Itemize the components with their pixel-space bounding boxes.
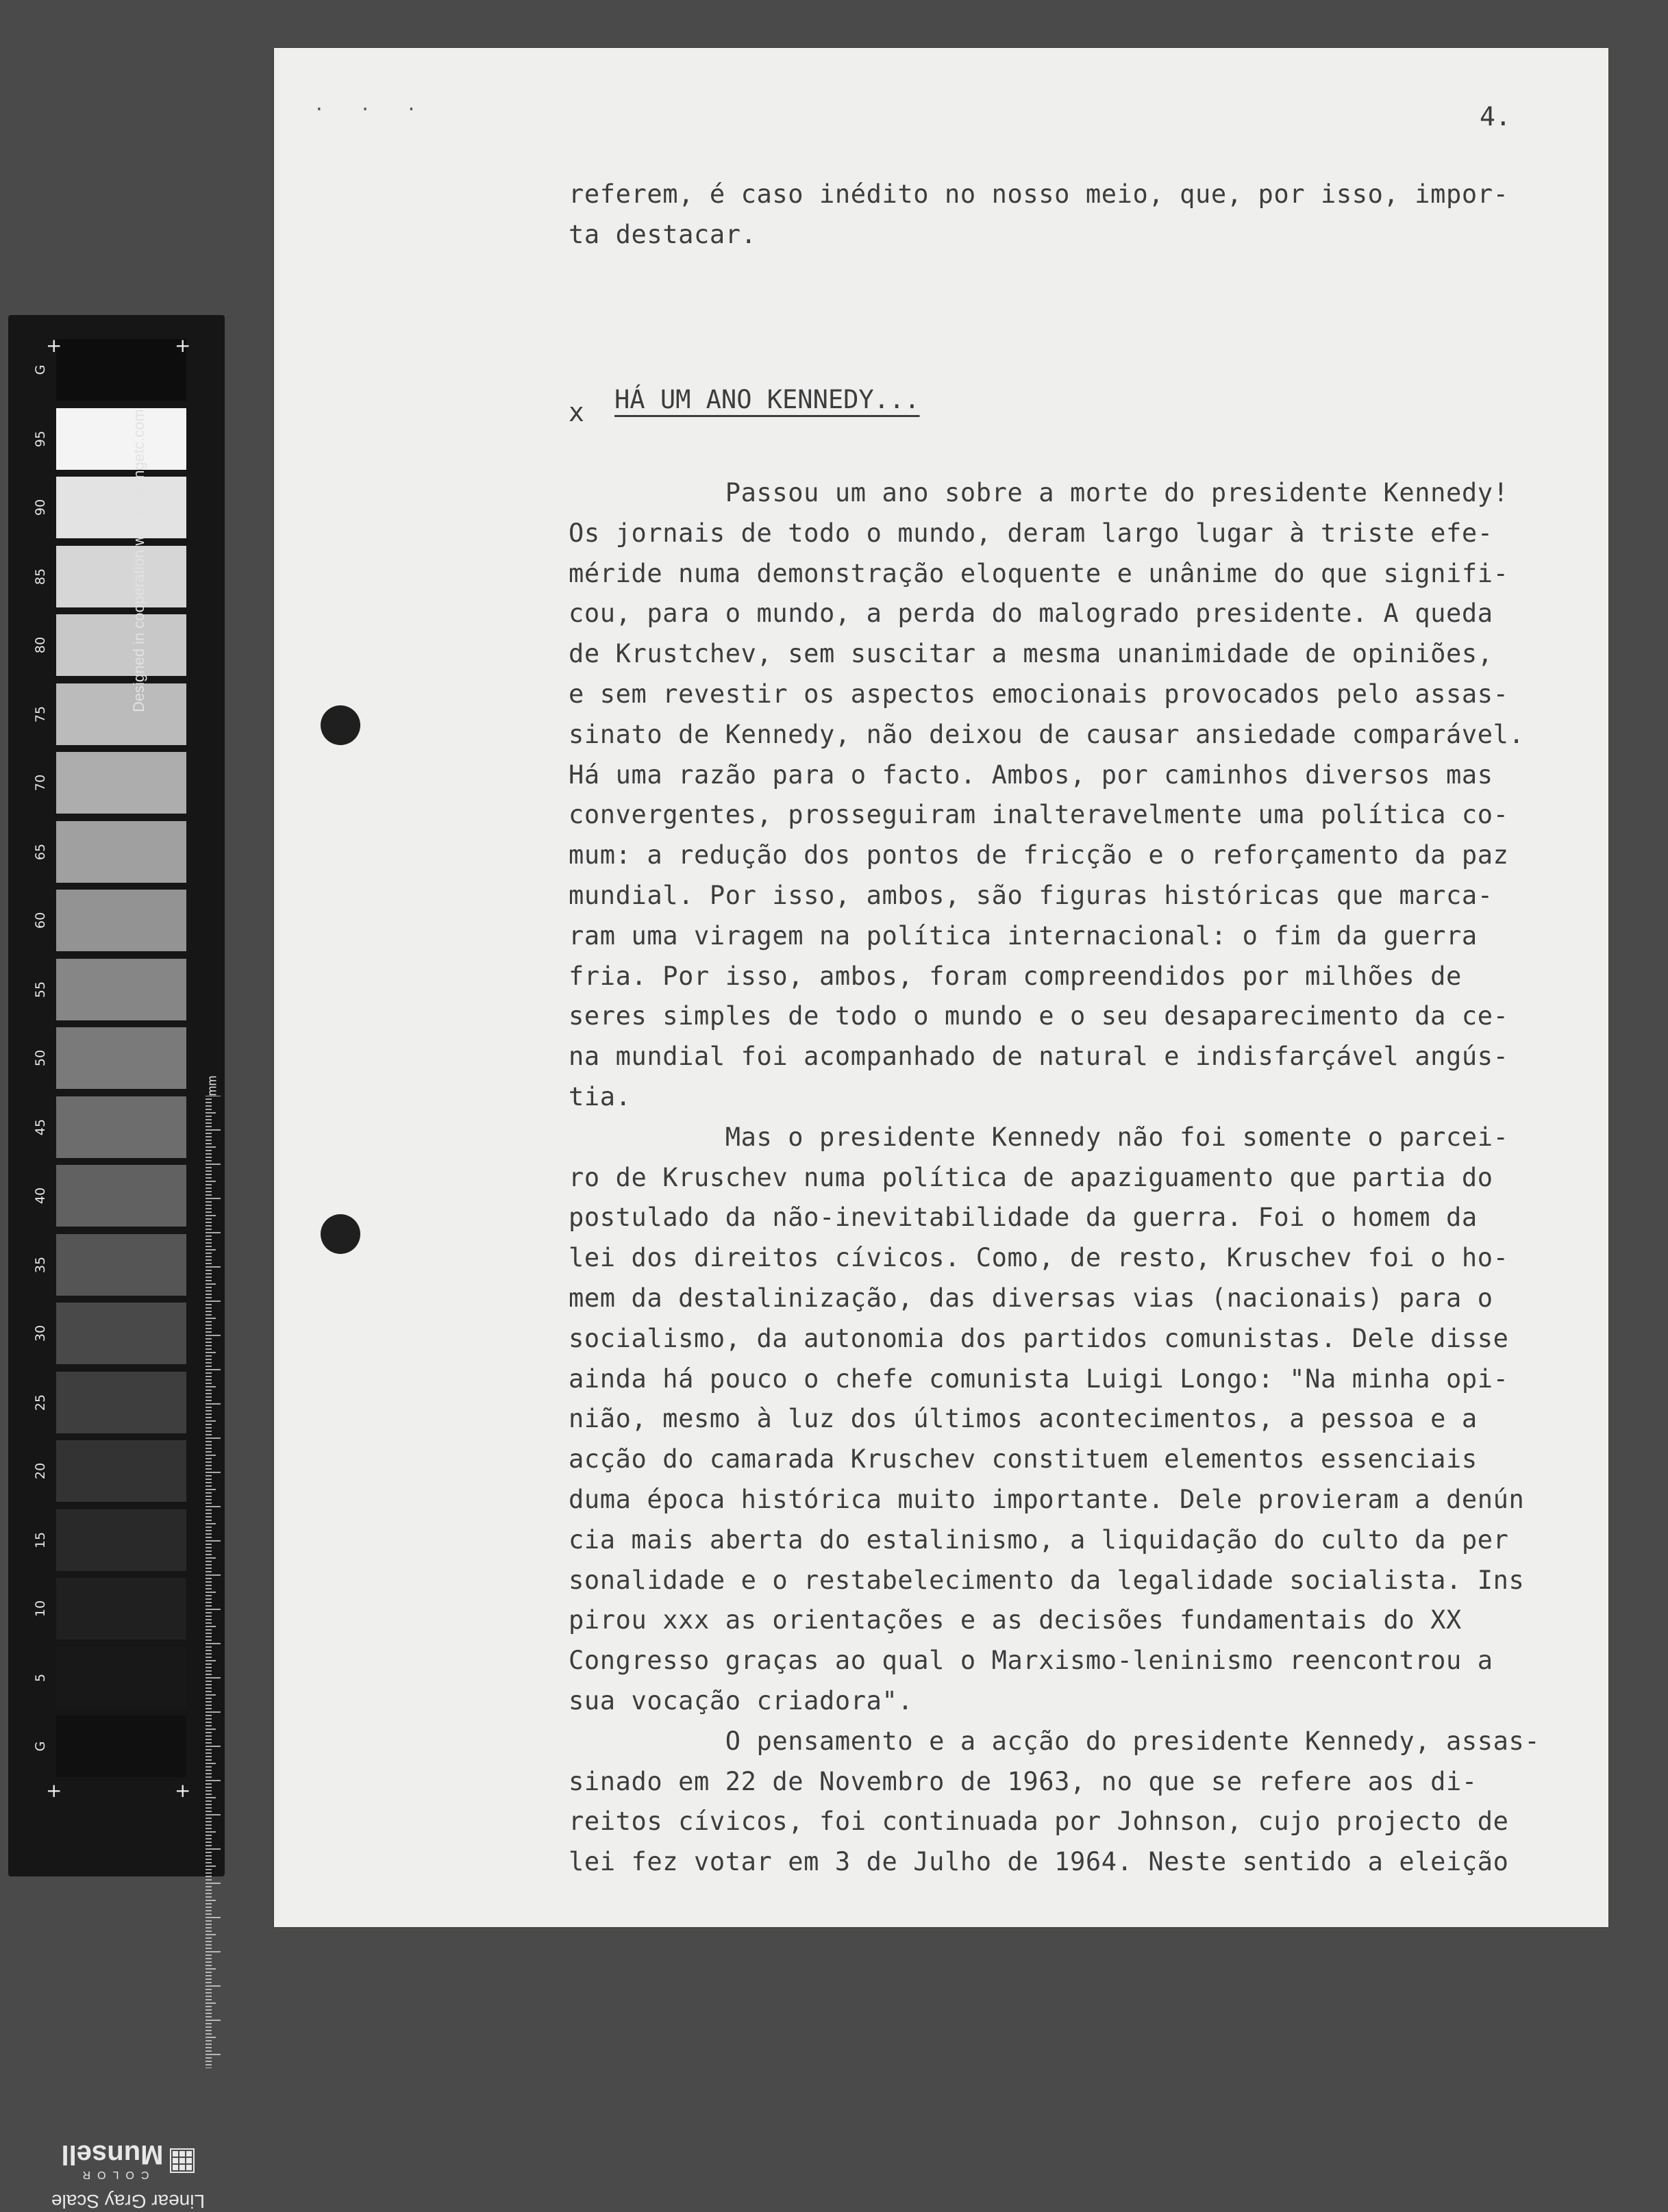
- text-line: mum: a redução dos pontos de fricção e o reforçamento da paz: [569, 840, 1509, 870]
- gray-patch: [56, 1647, 186, 1709]
- registration-mark-tr: +: [175, 334, 191, 357]
- text-line: mem da destalinização, das diversas vias (nacionais) para o: [569, 1283, 1493, 1313]
- gray-patch: [56, 1027, 186, 1089]
- punch-hole-bottom: [321, 1214, 360, 1254]
- gray-patch-label: G: [33, 364, 48, 375]
- text-line: méride numa demonstração eloquente e unânime do que signifi-: [569, 558, 1509, 588]
- text-line: lei dos direitos cívicos. Como, de resto, Kruschev foi o ho-: [569, 1243, 1509, 1273]
- text-line: convergentes, prosseguiram inalteravelmente uma política co-: [569, 800, 1509, 830]
- text-line: Mas o presidente Kennedy não foi somente o parcei-: [569, 1122, 1509, 1152]
- gray-patch-label: 80: [33, 636, 48, 654]
- text-line: ta destacar.: [569, 220, 757, 249]
- text-line: ainda há pouco o chefe comunista Luigi Longo: "Na minha opi-: [569, 1363, 1509, 1394]
- gray-patch-label: 75: [33, 705, 48, 722]
- gray-patch: [56, 477, 186, 538]
- paper-specks: . . .: [314, 95, 430, 115]
- gray-patch: [56, 614, 186, 676]
- gray-patch-label: 95: [33, 430, 48, 447]
- text-line: cou, para o mundo, a perda do malogrado presidente. A queda: [569, 599, 1493, 629]
- registration-mark-tl: +: [46, 334, 62, 357]
- text-line: mundial. Por isso, ambos, são figuras históricas que marca-: [569, 881, 1493, 910]
- text-line: acção do camarada Kruschev constituem elementos essenciais: [569, 1444, 1478, 1474]
- page-number: 4.: [1480, 101, 1511, 131]
- section-heading: HÁ UM ANO KENNEDY...: [614, 385, 920, 414]
- text-line: Os jornais de todo o mundo, deram largo lugar à triste efe-: [569, 518, 1493, 548]
- gray-patch-label: 45: [33, 1118, 48, 1135]
- text-line: sonalidade e o restabelecimento da legalidade socialista. Ins: [569, 1565, 1525, 1595]
- gray-patch: [56, 683, 186, 745]
- gray-patch: [56, 339, 186, 401]
- gray-patch: [56, 1578, 186, 1639]
- munsell-logo-icon: [170, 2148, 195, 2173]
- punch-hole-top: [321, 705, 360, 745]
- designed-credit: Designed in cooperation with imagingetc.com: [130, 409, 147, 712]
- gray-patch: [56, 752, 186, 814]
- gray-patch: [56, 1165, 186, 1227]
- gray-patch-label: 90: [33, 499, 48, 516]
- text-line: sinado em 22 de Novembro de 1963, no que se refere aos di-: [569, 1766, 1478, 1796]
- text-line: e sem revestir os aspectos emocionais provocados pelo assas-: [569, 679, 1509, 709]
- text-line: pirou xxx as orientações e as decisões fundamentais do XX: [569, 1605, 1462, 1635]
- gray-patch-label: 5: [33, 1673, 48, 1682]
- gray-patch: [56, 1303, 186, 1364]
- text-line: Passou um ano sobre a morte do presidente Kennedy!: [569, 478, 1509, 507]
- gray-patch: [56, 1234, 186, 1296]
- gray-patch: [56, 1509, 186, 1571]
- gray-patch: [56, 821, 186, 883]
- gray-patch: [56, 1440, 186, 1502]
- gray-patch: [56, 1715, 186, 1777]
- text-line: lei fez votar em 3 de Julho de 1964. Neste sentido a eleição: [569, 1847, 1509, 1877]
- registration-mark-bl: +: [46, 1779, 62, 1802]
- brand-sub: COLOR: [75, 2169, 149, 2180]
- text-line: reitos cívicos, foi continuada por Johnson, cujo projecto de: [569, 1807, 1509, 1837]
- heading-mark: x: [569, 397, 584, 427]
- gray-patch-label: 85: [33, 568, 48, 585]
- gray-patch-label: 35: [33, 1256, 48, 1273]
- gray-patch-label: 20: [33, 1462, 48, 1480]
- gray-patch: [56, 408, 186, 470]
- munsell-brand: [49, 2109, 207, 2212]
- text-line: na mundial foi acompanhado de natural e indisfarçável angús-: [569, 1042, 1509, 1072]
- gray-patch-label: 55: [33, 981, 48, 998]
- gray-patch: [56, 1096, 186, 1158]
- text-line: ro de Kruschev numa política de apaziguamento que partia do: [569, 1162, 1493, 1192]
- text-line: tia.: [569, 1082, 632, 1111]
- text-line: Há uma razão para o facto. Ambos, por caminhos diversos mas: [569, 759, 1493, 790]
- brand-name: Munsell: [61, 2139, 164, 2170]
- gray-patch-label: 70: [33, 774, 48, 792]
- text-line: cia mais aberta do estalinismo, a liquidação do culto da per: [569, 1524, 1509, 1555]
- scale-title: Linear Gray Scale: [51, 2191, 206, 2212]
- text-line: seres simples de todo o mundo e o seu desaparecimento da ce-: [569, 1001, 1509, 1031]
- mm-ruler: [206, 1096, 226, 2068]
- text-line: nião, mesmo à luz dos últimos acontecimentos, a pessoa e a: [569, 1404, 1478, 1434]
- text-line: postulado da não-inevitabilidade da guerra. Foi o homem da: [569, 1203, 1478, 1233]
- mm-label: mm: [205, 1075, 219, 1096]
- gray-patch: [56, 546, 186, 607]
- gray-patch-label: 40: [33, 1187, 48, 1205]
- gray-patch-label: 50: [33, 1049, 48, 1067]
- text-line: sinato de Kennedy, não deixou de causar ansiedade comparável.: [569, 719, 1525, 749]
- text-line: O pensamento e a acção do presidente Kennedy, assas-: [569, 1726, 1541, 1756]
- gray-patch-label: 60: [33, 912, 48, 929]
- text-line: de Krustchev, sem suscitar a mesma unanimidade de opiniões,: [569, 639, 1493, 669]
- text-line: duma época histórica muito importante. Dele provieram a denún: [569, 1485, 1525, 1514]
- text-line: Congresso graças ao qual o Marxismo-leninismo reencontrou a: [569, 1646, 1493, 1676]
- text-line: sua vocação criadora".: [569, 1686, 914, 1715]
- text-line: referem, é caso inédito no nosso meio, que, por isso, impor-: [569, 179, 1509, 209]
- gray-patch-label: 15: [33, 1531, 48, 1548]
- text-line: socialismo, da autonomia dos partidos comunistas. Dele disse: [569, 1323, 1509, 1353]
- gray-patch-label: G: [33, 1741, 48, 1752]
- text-line: ram uma viragem na política internacional: o fim da guerra: [569, 920, 1478, 951]
- gray-scale-card: [8, 315, 225, 2212]
- registration-mark-br: +: [175, 1779, 191, 1802]
- gray-patch-label: 65: [33, 843, 48, 860]
- gray-patch-label: 10: [33, 1600, 48, 1618]
- text-line: fria. Por isso, ambos, foram compreendidos por milhões de: [569, 961, 1462, 991]
- document-page: [274, 48, 1608, 1927]
- gray-patch: [56, 890, 186, 951]
- gray-patch-label: 30: [33, 1324, 48, 1342]
- gray-patch-label: 25: [33, 1394, 48, 1411]
- gray-patch: [56, 959, 186, 1020]
- gray-patch: [56, 1372, 186, 1433]
